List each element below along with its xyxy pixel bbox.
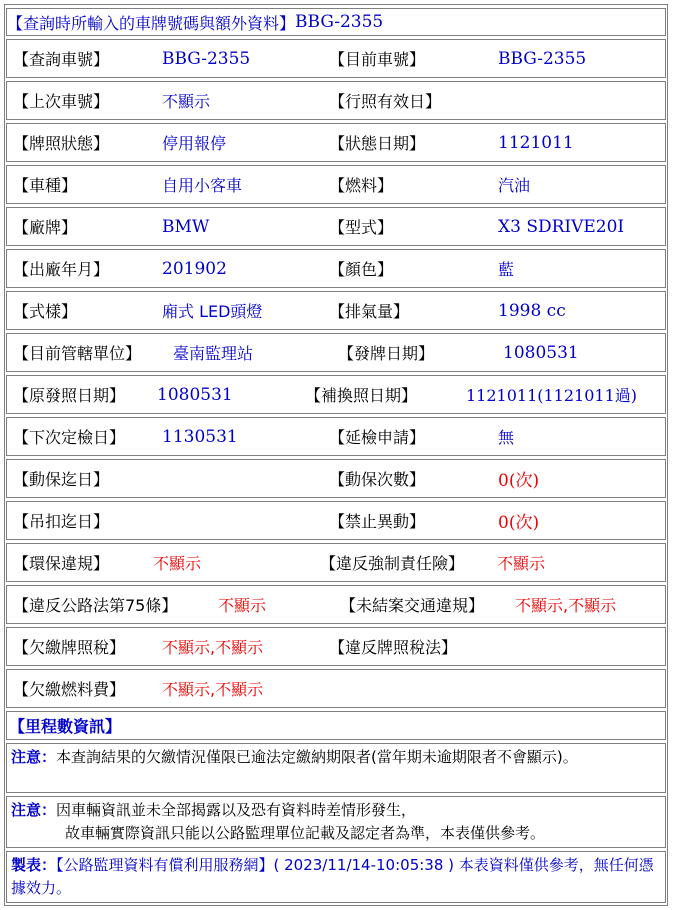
field-label: 【廠牌】 bbox=[13, 218, 78, 237]
field-label: 【延檢申請】 bbox=[329, 428, 426, 447]
table-row bbox=[6, 39, 666, 78]
field-value: 1080531 bbox=[503, 342, 579, 363]
field-value: 不顯示,不顯示 bbox=[162, 680, 264, 699]
table-row bbox=[6, 333, 666, 372]
field-value: 自用小客車 bbox=[162, 176, 243, 195]
field-label: 【型式】 bbox=[329, 218, 394, 237]
table-row bbox=[6, 249, 666, 288]
title-label: 【查詢時所輸入的車牌號碼與額外資料】 bbox=[7, 13, 296, 33]
table-row bbox=[6, 81, 666, 120]
field-label: 【未結案交通違規】 bbox=[340, 596, 485, 615]
footer-label: 製表： bbox=[11, 856, 57, 874]
field-label: 【上次車號】 bbox=[13, 92, 110, 111]
field-label: 【吊扣迄日】 bbox=[13, 512, 110, 531]
note-label: 注意： bbox=[11, 748, 57, 766]
table-row bbox=[6, 165, 666, 204]
field-value: 汽油 bbox=[498, 176, 531, 195]
field-label: 【查詢車號】 bbox=[13, 50, 110, 69]
field-value: 1080531 bbox=[157, 384, 233, 405]
table-row bbox=[6, 291, 666, 330]
field-label: 【補換照日期】 bbox=[305, 386, 418, 405]
field-label: 【狀態日期】 bbox=[329, 134, 426, 153]
field-value: 不顯示 bbox=[153, 554, 202, 573]
note-text-line1: 因車輛資訊並未全部揭露以及恐有資料時差情形發生， bbox=[56, 801, 417, 819]
field-label: 【顏色】 bbox=[329, 260, 394, 279]
field-label: 【動保次數】 bbox=[329, 470, 426, 489]
title bbox=[7, 9, 383, 35]
table-row bbox=[6, 207, 666, 246]
field-value: 藍 bbox=[498, 260, 515, 279]
field-value: 不顯示 bbox=[218, 596, 267, 615]
field-value: BMW bbox=[162, 216, 210, 237]
note-label: 注意： bbox=[11, 801, 57, 819]
field-label: 【排氣量】 bbox=[329, 302, 410, 321]
note-1 bbox=[6, 743, 666, 793]
field-label: 【環保違規】 bbox=[13, 554, 110, 573]
field-label: 【目前車號】 bbox=[329, 50, 426, 69]
field-label: 【原發照日期】 bbox=[13, 386, 126, 405]
field-label: 【欠繳牌照稅】 bbox=[13, 638, 126, 657]
field-value: 0(次) bbox=[498, 471, 540, 491]
field-label: 【下次定檢日】 bbox=[13, 428, 126, 447]
field-value: BBG-2355 bbox=[498, 48, 587, 69]
note-text: 本查詢結果的欠繳情況僅限已逾法定繳納期限者(當年期未逾期限者不會顯示)。 bbox=[56, 748, 578, 766]
field-label: 【目前管轄單位】 bbox=[13, 344, 142, 363]
note-text-line2: 故車輛實際資訊只能以公路監理單位記載及認定者為準，本表僅供參考。 bbox=[65, 824, 546, 842]
field-label: 【車種】 bbox=[13, 176, 78, 195]
table-row bbox=[6, 543, 666, 582]
field-label: 【違反牌照稅法】 bbox=[329, 638, 458, 657]
field-value: 不顯示 bbox=[497, 554, 546, 573]
mileage-label: 【里程數資訊】 bbox=[9, 717, 122, 736]
table-row bbox=[6, 501, 666, 540]
field-value: 1998 cc bbox=[498, 300, 566, 321]
field-value: 201902 bbox=[162, 258, 227, 279]
note-2 bbox=[6, 796, 666, 848]
title-row bbox=[6, 8, 666, 36]
field-value: 不顯示,不顯示 bbox=[515, 596, 617, 615]
field-value: 停用報停 bbox=[162, 134, 227, 153]
field-label: 【欠繳燃料費】 bbox=[13, 680, 126, 699]
table-row bbox=[6, 585, 666, 624]
field-value: 不顯示,不顯示 bbox=[162, 638, 264, 657]
field-label: 【行照有效日】 bbox=[329, 92, 442, 111]
field-value: X3 SDRIVE20I bbox=[498, 216, 625, 237]
field-value: 不顯示 bbox=[162, 92, 211, 111]
title-plate: BBG-2355 bbox=[295, 12, 384, 32]
table-row bbox=[6, 459, 666, 498]
footer-note bbox=[6, 851, 666, 903]
table-row bbox=[6, 627, 666, 666]
mileage-row bbox=[6, 711, 666, 740]
field-label: 【違反強制責任險】 bbox=[320, 554, 465, 573]
table-row bbox=[6, 123, 666, 162]
field-value: 1121011(1121011過) bbox=[466, 386, 638, 405]
field-label: 【牌照狀態】 bbox=[13, 134, 110, 153]
field-value: BBG-2355 bbox=[162, 48, 251, 69]
field-value: 1130531 bbox=[162, 426, 238, 447]
field-label: 【違反公路法第75條】 bbox=[13, 596, 178, 615]
field-value: 廂式 LED頭燈 bbox=[162, 302, 263, 321]
field-label: 【發牌日期】 bbox=[338, 344, 435, 363]
field-value: 1121011 bbox=[498, 132, 574, 153]
footer-text: 【公路監理資料有償利用服務網】( 2023/11/14-10:05:38 ) 本表資料僅供參考，無任何憑據效力。 bbox=[11, 856, 654, 897]
field-label: 【出廠年月】 bbox=[13, 260, 110, 279]
table-row bbox=[6, 669, 666, 708]
field-value: 臺南監理站 bbox=[173, 344, 254, 363]
table-row bbox=[6, 417, 666, 456]
table-row bbox=[6, 375, 666, 414]
field-label: 【式樣】 bbox=[13, 302, 78, 321]
field-value: 0(次) bbox=[498, 513, 540, 533]
field-label: 【禁止異動】 bbox=[329, 512, 426, 531]
field-value: 無 bbox=[498, 428, 515, 447]
field-label: 【燃料】 bbox=[329, 176, 394, 195]
field-label: 【動保迄日】 bbox=[13, 470, 110, 489]
